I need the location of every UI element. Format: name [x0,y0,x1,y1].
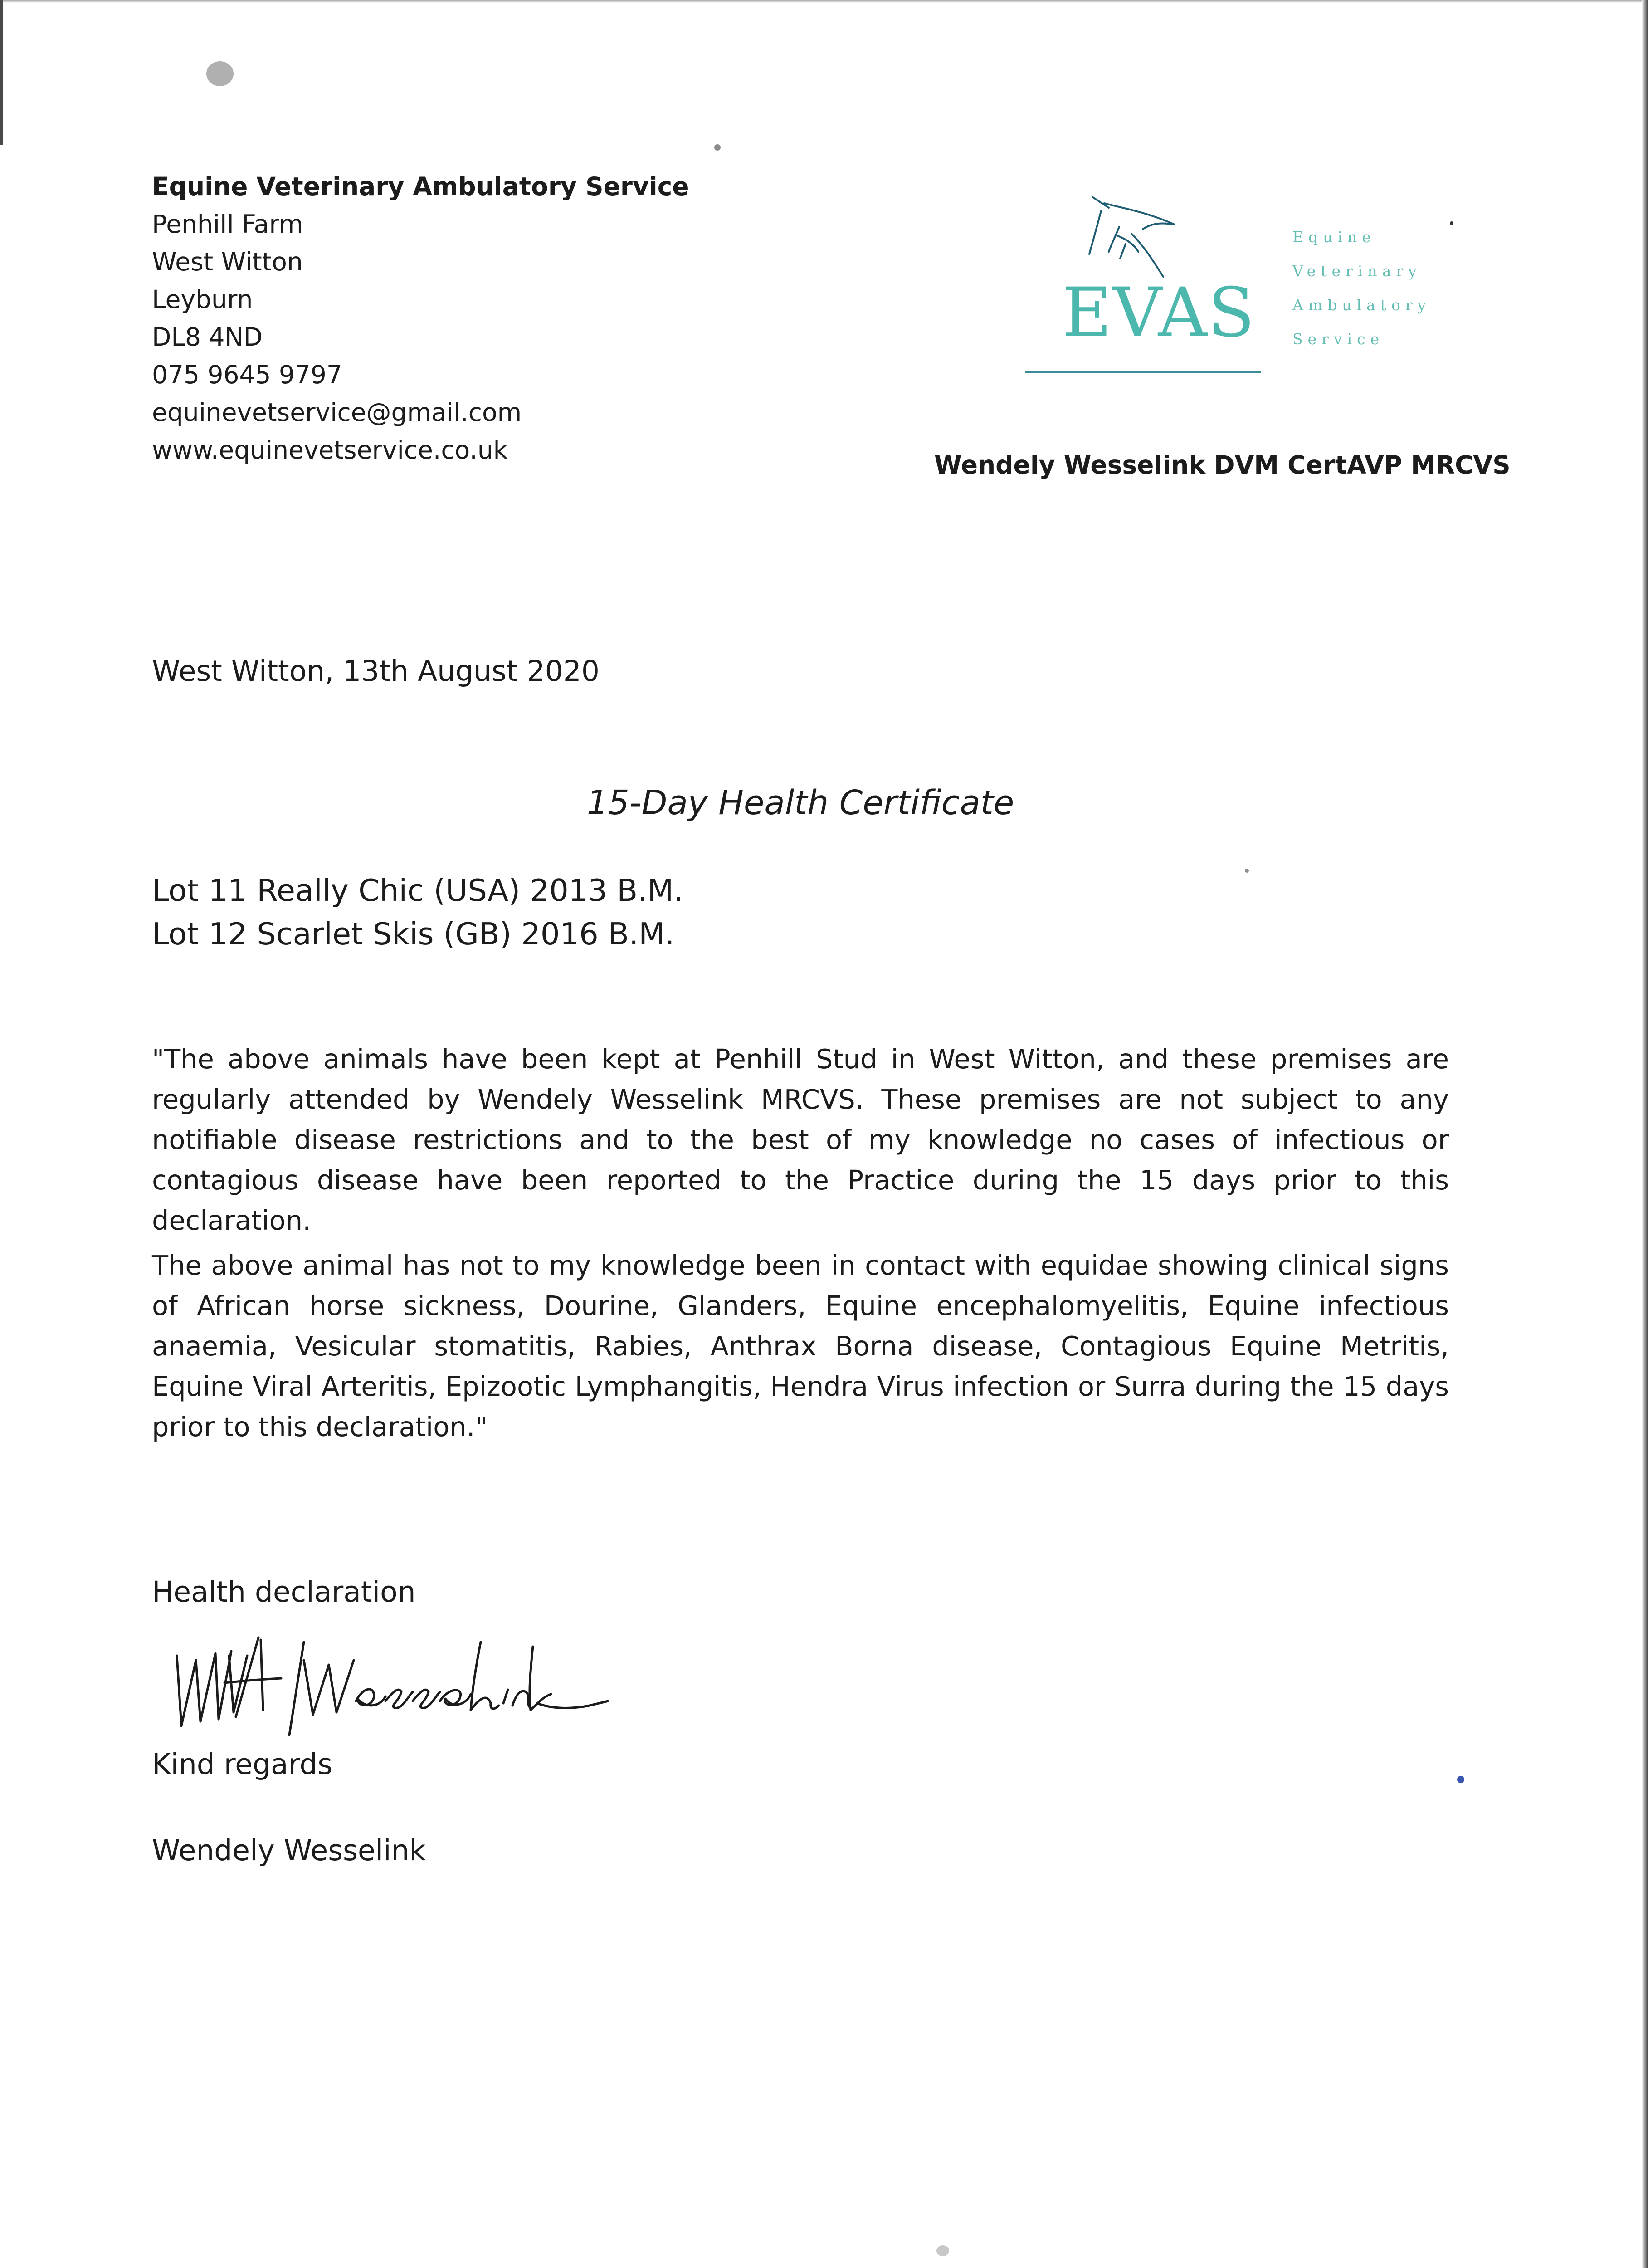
declaration-paragraph-diseases: The above animal has not to my knowledge been in contact with equidae showing clinical signs of African horse sickness, Dourine, Glanders, Equine encephalomyelitis, Equine infectious anaemia, Vesicular stomatitis, Rabies, Anthrax Borna disease, Contagious Equine Metritis, Equine Viral Arteritis, Epizootic Lymphangitis, Hendra Virus infection or Surra during the 15 days prior to this declaration." [152,1250,1449,1442]
place-and-date: West Witton, 13th August 2020 [152,655,600,688]
scan-speck [206,61,234,86]
sender-address-line-2: West Witton [152,247,303,276]
logo-word-ambulatory: Ambulatory [1292,296,1431,314]
sender-postcode: DL8 4ND [152,323,263,352]
sender-phone: 075 9645 9797 [152,360,342,389]
logo-word-service: Service [1292,330,1385,348]
lot-item: Lot 11 Really Chic (USA) 2013 B.M. [152,873,683,908]
scan-edge-right [1642,0,1648,2268]
scan-edge-left [0,0,3,145]
scan-speck [1450,221,1453,225]
handwritten-signature [168,1628,612,1742]
signer-name: Wendely Wesselink [152,1834,426,1867]
logo-underline [1025,371,1261,373]
sender-organisation: Equine Veterinary Ambulatory Service [152,172,689,201]
vet-name-credentials: Wendely Wesselink DVM CertAVP MRCVS [934,450,1511,479]
scan-edge-top [0,0,1648,3]
declaration-paragraph-premises: "The above animals have been kept at Penhill Stud in West Witton, and these premises are regularly attended by Wendely Wesselink MRCVS. These premises are not subject to any notifiable disease restrictions and to the best of my knowledge no cases of infectious or contagious disease have been reported to the Practice during the 15 days prior to this declaration. [152,1043,1449,1236]
scan-speck [714,144,721,151]
logo-word-equine: Equine [1292,228,1376,246]
evas-logo [1025,191,1442,381]
logo-letters: EVAS [1062,274,1256,352]
sender-address-line-3: Leyburn [152,285,253,314]
sender-address-line-1: Penhill Farm [152,210,303,239]
certificate-title: 15-Day Health Certificate [586,783,1014,822]
lot-list [152,869,683,956]
logo-word-veterinary: Veterinary [1292,262,1422,280]
scan-speck [1245,869,1249,873]
health-declaration-label: Health declaration [152,1575,416,1608]
kind-regards: Kind regards [152,1748,333,1781]
sender-email: equinevetservice@gmail.com [152,398,522,427]
scan-speck [1457,1776,1464,1783]
scan-speck [936,2245,949,2256]
sender-address-block [152,168,832,469]
logo-wordmark [1292,220,1431,356]
lot-item: Lot 12 Scarlet Skis (GB) 2016 B.M. [152,916,675,952]
sender-website: www.equinevetservice.co.uk [152,435,508,464]
